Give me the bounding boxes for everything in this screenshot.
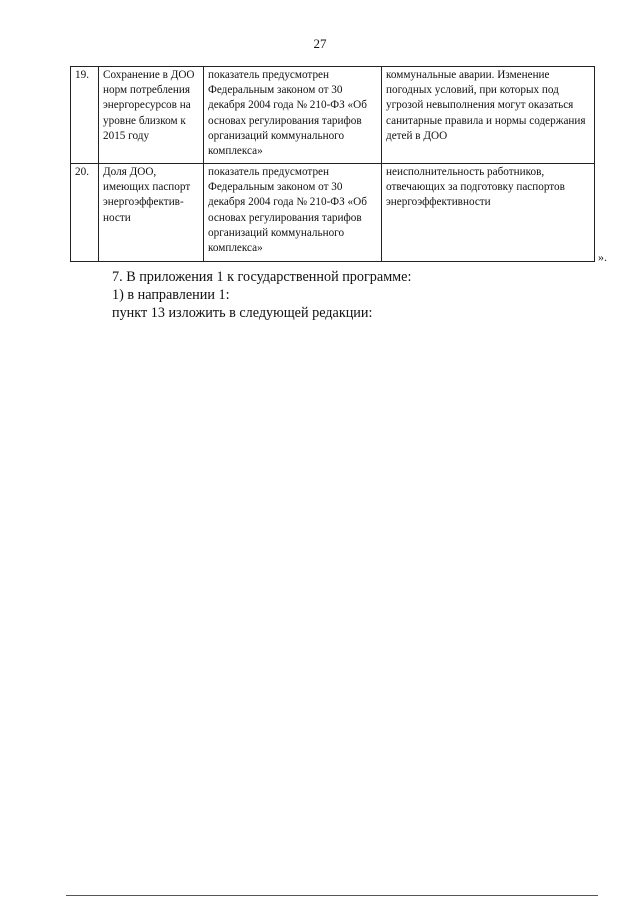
amendment-subparagraph: 1) в направлении 1:	[112, 287, 230, 303]
indicator-name-cell: Сохранение в ДОО норм потребления энергоресурсов на уровне близком к 2015 году	[99, 67, 204, 164]
legal-basis-cell: показатель предусмотрен Федеральным законом от 30 декабря 2004 года № 210-ФЗ «Об основах регулирования тарифов организаций коммунального комплекса»	[204, 164, 382, 262]
indicator-name-cell: Доля ДОО, имеющих паспорт энергоэффектив-ности	[99, 164, 204, 262]
risk-cell: неисполнительность работников, отвечающих за подготовку паспортов энергоэффективности	[382, 164, 595, 262]
table-row	[71, 164, 595, 262]
legal-basis-cell: показатель предусмотрен Федеральным законом от 30 декабря 2004 года № 210-ФЗ «Об основах регулирования тарифов организаций коммунального комплекса»	[204, 67, 382, 164]
table-row	[71, 67, 595, 164]
indicators-table	[70, 66, 595, 262]
page-number: 27	[313, 36, 327, 51]
row-number-cell: 19.	[71, 67, 99, 164]
closing-quote: ».	[598, 250, 607, 264]
row-number-cell: 20.	[71, 164, 99, 262]
risk-cell: коммунальные аварии. Изменение погодных условий, при которых под угрозой невыполнения могут оказаться санитарные правила и нормы содержания детей в ДОО	[382, 67, 595, 164]
amendment-paragraph: 7. В приложения 1 к государственной программе:	[112, 269, 412, 285]
amendment-instruction: пункт 13 изложить в следующей редакции:	[112, 305, 373, 321]
footer-divider	[66, 895, 598, 896]
